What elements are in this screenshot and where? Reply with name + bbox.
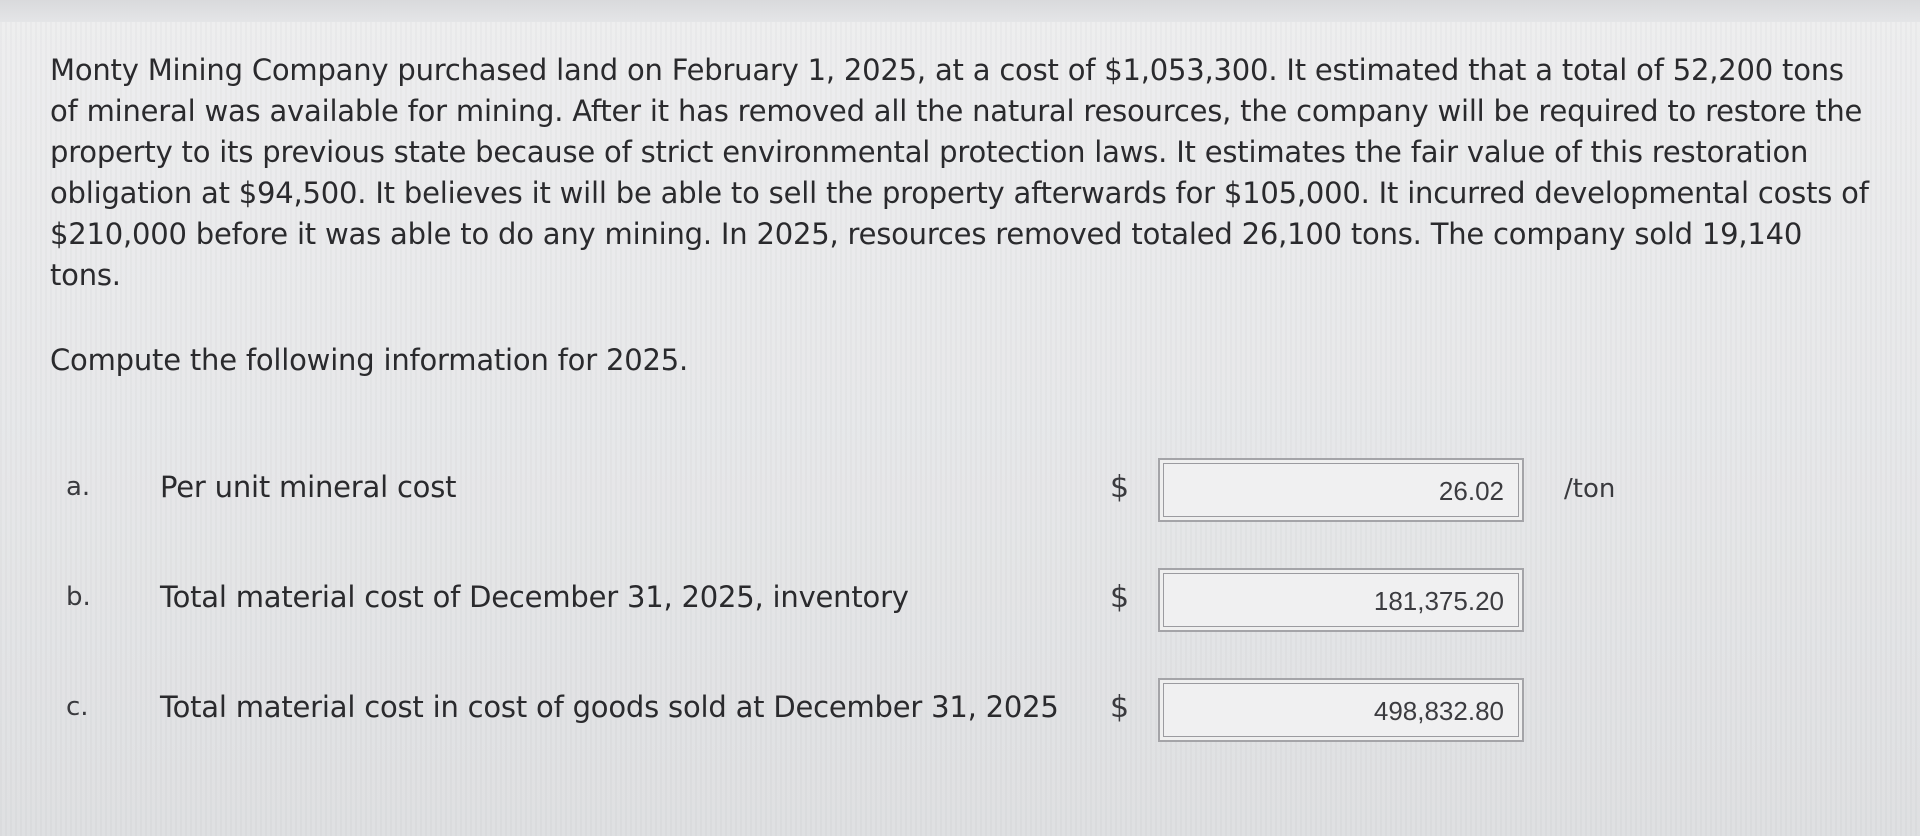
currency-symbol: $ (1110, 690, 1130, 725)
answer-row-b (0, 568, 1920, 638)
top-strip (0, 0, 1920, 22)
row-label: Total material cost in cost of goods sold at December 31, 2025 (160, 690, 1059, 724)
unit-label: /ton (1564, 474, 1616, 504)
row-label: Total material cost of December 31, 2025, inventory (160, 580, 909, 614)
row-letter: c. (66, 692, 89, 722)
currency-symbol: $ (1110, 470, 1130, 505)
row-letter: b. (66, 582, 91, 612)
problem-statement: Monty Mining Company purchased land on February 1, 2025, at a cost of $1,053,300. It estimated that a total of 52,200 tons of mineral was available for mining. After it has removed all the natural resources, the company will be required to restore the property to its previous state because of strict environmental protection laws. It estimates the fair value of this restoration obligation at $94,500. It believes it will be able to sell the property afterwards for $105,000. It incurred developmental costs of $210,000 before it was able to do any mining. In 2025, resources removed totaled 26,100 tons. The company sold 19,140 tons. (50, 53, 1869, 292)
instruction-text: Compute the following information for 2025. (50, 343, 688, 377)
answer-input-cogs-cost[interactable]: 498,832.80 (1158, 678, 1524, 742)
answer-row-c (0, 678, 1920, 748)
currency-symbol: $ (1110, 580, 1130, 615)
row-label: Per unit mineral cost (160, 470, 457, 504)
answer-input-per-unit-cost[interactable]: 26.02 (1158, 458, 1524, 522)
row-letter: a. (66, 472, 91, 502)
answer-input-inventory-cost[interactable]: 181,375.20 (1158, 568, 1524, 632)
answer-row-a (0, 458, 1920, 528)
